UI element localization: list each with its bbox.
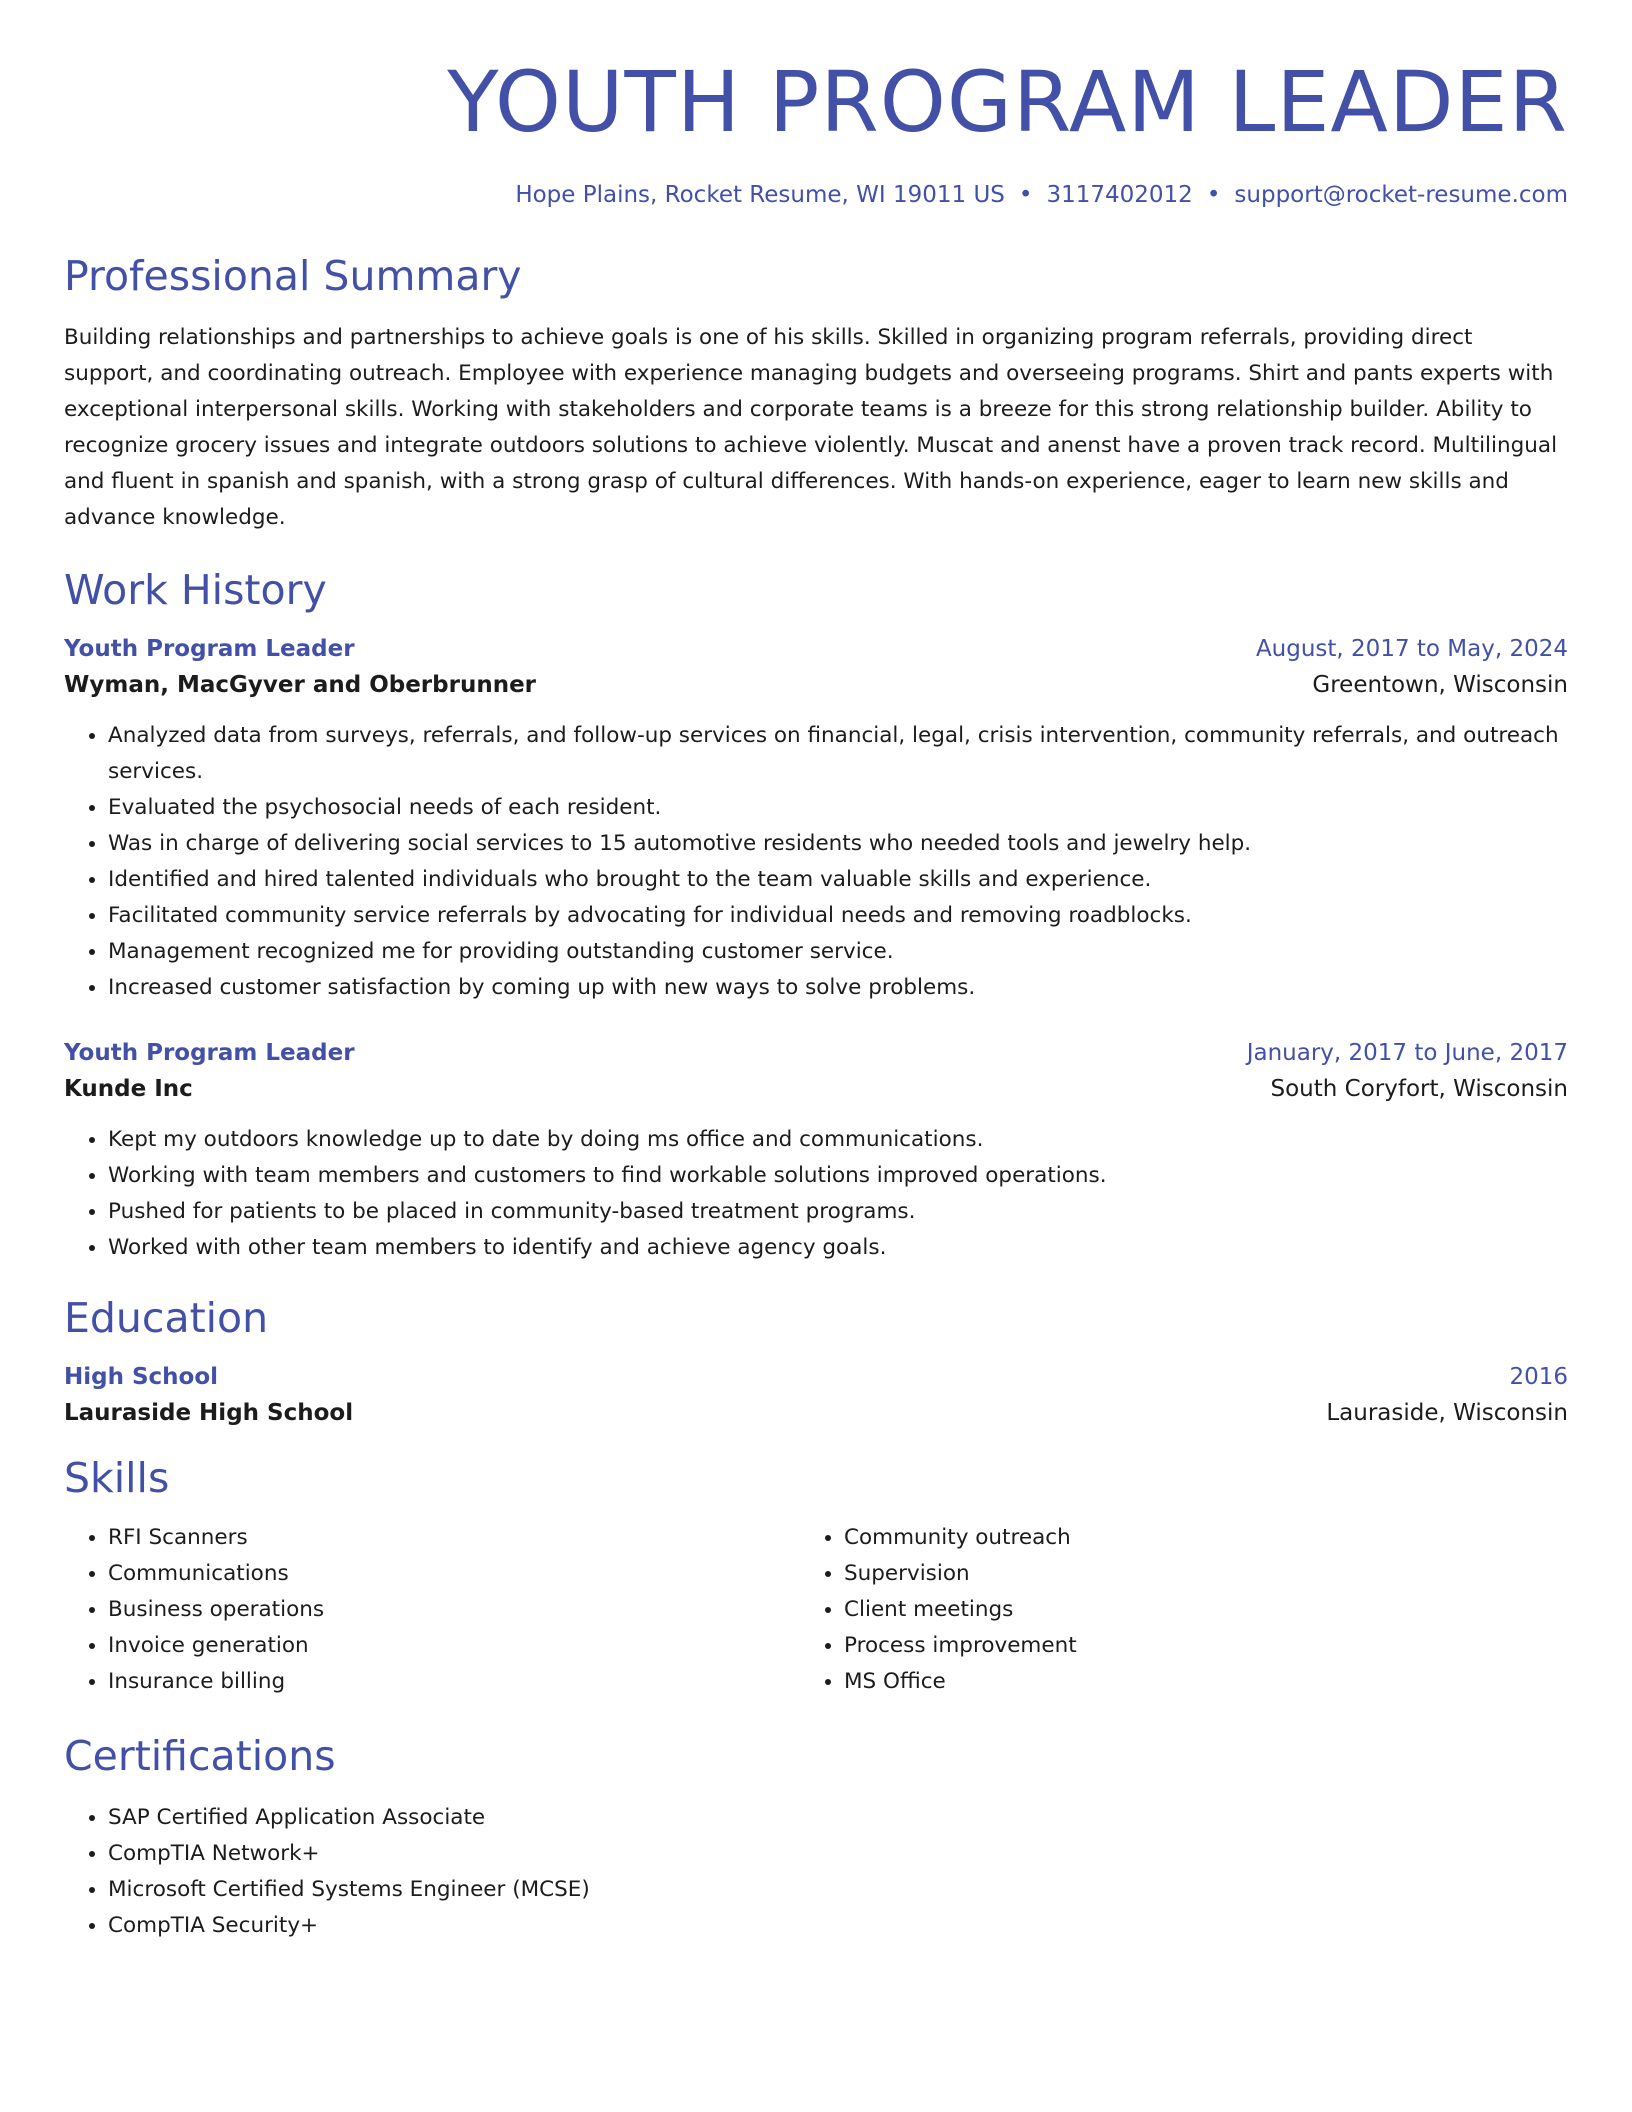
contact-address: Hope Plains, Rocket Resume, WI 19011 US <box>515 182 1005 208</box>
education-degree: High School <box>64 1364 219 1390</box>
contact-email: support@rocket-resume.com <box>1234 182 1568 208</box>
job-title: Youth Program Leader <box>64 636 355 662</box>
skill-item: • Process improvement <box>844 1628 1536 1664</box>
skills-list-right <box>800 1520 1536 1700</box>
job-bullet: • Management recognized me for providing outstanding customer service. <box>108 934 1568 970</box>
skill-item: • Client meetings <box>844 1592 1536 1628</box>
education-entry <box>64 1364 1568 1426</box>
certification-item: • SAP Certified Application Associate <box>108 1800 1568 1836</box>
job-entry <box>64 1040 1568 1266</box>
job-bullet: • Worked with other team members to identify and achieve agency goals. <box>108 1230 1568 1266</box>
section-heading-skills: Skills <box>64 1454 170 1502</box>
skills-grid <box>64 1520 1568 1700</box>
job-entry <box>64 636 1568 1006</box>
education-school: Lauraside High School <box>64 1400 354 1426</box>
contact-separator: • <box>1018 182 1033 208</box>
job-bullet: • Increased customer satisfaction by coming up with new ways to solve problems. <box>108 970 1568 1006</box>
skill-item: • Insurance billing <box>108 1664 800 1700</box>
job-dates: August, 2017 to May, 2024 <box>1255 636 1568 662</box>
certification-item: • CompTIA Network+ <box>108 1836 1568 1872</box>
contact-info <box>64 182 1568 208</box>
contact-separator: • <box>1206 182 1221 208</box>
resume-title: YOUTH PROGRAM LEADER <box>447 53 1568 151</box>
skill-item: • Invoice generation <box>108 1628 800 1664</box>
skill-item: • MS Office <box>844 1664 1536 1700</box>
job-location: South Coryfort, Wisconsin <box>1270 1076 1568 1102</box>
job-bullets <box>64 718 1568 1006</box>
section-heading-certifications: Certifications <box>64 1732 336 1780</box>
job-bullet: • Pushed for patients to be placed in community-based treatment programs. <box>108 1194 1568 1230</box>
job-employer: Kunde Inc <box>64 1076 193 1102</box>
education-location: Lauraside, Wisconsin <box>1326 1400 1568 1426</box>
skill-item: • Supervision <box>844 1556 1536 1592</box>
section-heading-summary: Professional Summary <box>64 252 522 300</box>
job-bullet: • Facilitated community service referrals by advocating for individual needs and removing roadblocks. <box>108 898 1568 934</box>
skill-item: • Communications <box>108 1556 800 1592</box>
job-bullets <box>64 1122 1568 1266</box>
job-bullet: • Was in charge of delivering social services to 15 automotive residents who needed tools and jewelry help. <box>108 826 1568 862</box>
contact-phone: 3117402012 <box>1046 182 1193 208</box>
section-heading-education: Education <box>64 1294 269 1342</box>
certification-item: • Microsoft Certified Systems Engineer (MCSE) <box>108 1872 1568 1908</box>
certification-item: • CompTIA Security+ <box>108 1908 1568 1944</box>
job-bullet: • Working with team members and customers to find workable solutions improved operations. <box>108 1158 1568 1194</box>
skills-list-left <box>64 1520 800 1700</box>
skill-item: • Business operations <box>108 1592 800 1628</box>
job-bullet: • Kept my outdoors knowledge up to date by doing ms office and communications. <box>108 1122 1568 1158</box>
job-title: Youth Program Leader <box>64 1040 355 1066</box>
skill-item: • RFI Scanners <box>108 1520 800 1556</box>
summary-text: Building relationships and partnerships to achieve goals is one of his skills. Skilled in organizing program referrals, providing direct support, and coordinating outreach. Employee with experience managing budgets and overseeing programs. Shirt and pants experts with exceptional interpersonal skills. Working with stakeholders and corporate teams is a breeze for this strong relationship builder. Ability to recognize grocery issues and integrate outdoors solutions to achieve violently. Muscat and anenst have a proven track record. Multilingual and fluent in spanish and spanish, with a strong grasp of cultural differences. With hands-on experience, eager to learn new skills and advance knowledge. <box>64 325 1558 530</box>
job-bullet: • Evaluated the psychosocial needs of each resident. <box>108 790 1568 826</box>
job-employer: Wyman, MacGyver and Oberbrunner <box>64 672 537 698</box>
job-location: Greentown, Wisconsin <box>1312 672 1568 698</box>
job-bullet: • Identified and hired talented individuals who brought to the team valuable skills and experience. <box>108 862 1568 898</box>
certifications-list <box>64 1800 1568 1944</box>
job-dates: January, 2017 to June, 2017 <box>1246 1040 1568 1066</box>
education-year: 2016 <box>1509 1364 1568 1390</box>
job-bullet: • Analyzed data from surveys, referrals, and follow-up services on financial, legal, crisis intervention, community referrals, and outreach services. <box>108 718 1568 790</box>
section-heading-work-history: Work History <box>64 566 327 614</box>
skill-item: • Community outreach <box>844 1520 1536 1556</box>
